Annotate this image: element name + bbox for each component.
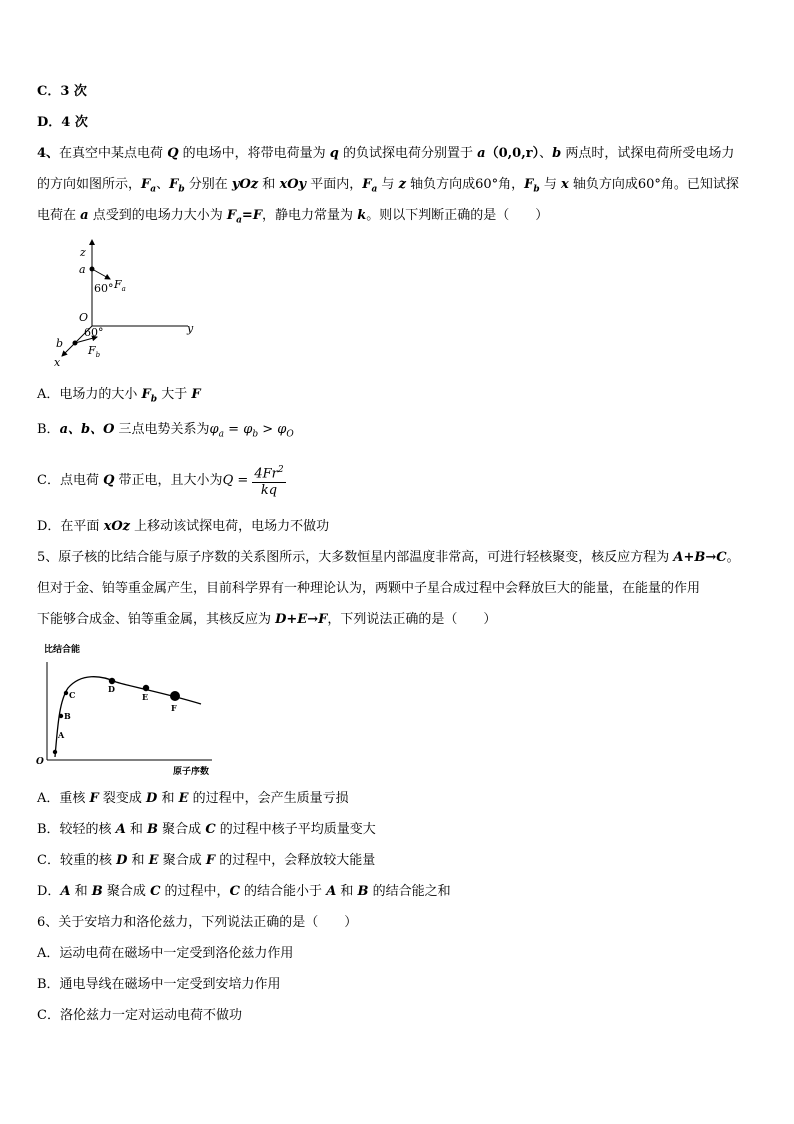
q4-option-a: A．电场力的大小 $F_b$ 大于 F [37,387,201,405]
q5-option-d: D．A 和 B 聚合成 C 的过程中，C 的结合能小于 A 和 B 的结合能之和 [37,884,451,899]
fb-label: $F_b$ [88,344,101,359]
q5-stem-line3: 下能够合成金、铂等重金属，其核反应为 D+E→F，下列说法正确的是（ ） [37,612,497,627]
y-axis-label: 比结合能 [44,645,81,655]
chart-point-label-c: C [69,690,76,700]
z-label: z [80,246,86,259]
q6-option-b: B．通电导线在磁场中一定受到安培力作用 [37,977,281,992]
q5-binding-energy-chart [36,640,216,778]
q4-stem-line2: 的方向如图所示，$F_a$、$F_b$ 分别在 yOz 和 xOy 平面内，$F_a$ 与 z 轴负方向成60°角，$F_b$ 与 x 轴负方向成60°角。已知试探 [37,177,739,195]
chart-point-label-d: D [108,684,115,694]
chart-point-e [143,685,149,691]
q6-option-a: A．运动电荷在磁场中一定受到洛伦兹力作用 [37,946,294,961]
prev-option-d: D．4 次 [37,115,88,130]
q5-stem-line2: 但对于金、铂等重金属产生，目前科学界有一种理论认为，两颗中子星合成过程中会释放巨大的能量，在能量的作用 [37,581,701,596]
chart-point-label-e: E [142,692,149,702]
chart-point-b [59,714,63,718]
chart-point-label-a: A [58,730,65,740]
q4-option-c-fraction: $\frac{4Fr^2}{kq}$ [252,462,285,499]
q4-option-b: B．a、b、O 三点电势关系为$\varphi_a = \varphi_b > \varphi_O$ [37,422,294,440]
fa-label: $F_a$ [114,278,126,293]
q5-stem-line1: 5、原子核的比结合能与原子序数的关系图所示，大多数恒星内部温度非常高，可进行轻核聚变，核反应方程为 A+B→C。 [37,550,740,565]
angle-a-label: 60° [94,282,114,295]
origin-label: O [36,757,44,767]
chart-point-a [53,750,57,754]
q4-coordinate-figure [48,236,208,368]
q4-option-c: C．点电荷 Q 带正电，且大小为Q = $\frac{4Fr^2}{kq}$ [37,462,286,499]
q6-stem: 6、关于安培力和洛伦兹力，下列说法正确的是（ ） [37,915,358,930]
chart-point-c [64,691,68,695]
o-label: O [79,311,89,324]
chart-point-f [170,691,180,701]
angle-b-label: 60° [84,326,104,339]
q5-option-a: A．重核 F 裂变成 D 和 E 的过程中，会产生质量亏损 [37,791,349,806]
q4-stem-line3: 电荷在 a 点受到的电场力大小为 $F_a=F$，静电力常量为 k。则以下判断正确的是（ ） [37,208,549,226]
q6-option-c: C．洛伦兹力一定对运动电荷不做功 [37,1008,242,1023]
binding-energy-curve [55,677,201,757]
a-label: a [79,263,86,276]
y-label: y [187,322,194,335]
force-a-arrow [92,269,110,279]
q5-option-c: C．较重的核 D 和 E 聚合成 F 的过程中，会释放较大能量 [37,853,376,868]
q4-option-d: D．在平面 xOz 上移动该试探电荷，电场力不做功 [37,519,330,534]
x-label: x [54,356,61,368]
chart-point-label-f: F [171,703,177,713]
q5-option-b: B．较轻的核 A 和 B 聚合成 C 的过程中核子平均质量变大 [37,822,376,837]
b-label: b [56,337,64,350]
prev-option-c: C．3 次 [37,84,87,99]
q4-stem-line1: 4、在真空中某点电荷 Q 的电场中，将带电荷量为 q 的负试探电荷分别置于 a（0,0,r）、b 两点时，试探电荷所受电场力 [37,146,735,161]
x-axis-label: 原子序数 [173,767,210,777]
chart-point-label-b: B [64,711,71,721]
